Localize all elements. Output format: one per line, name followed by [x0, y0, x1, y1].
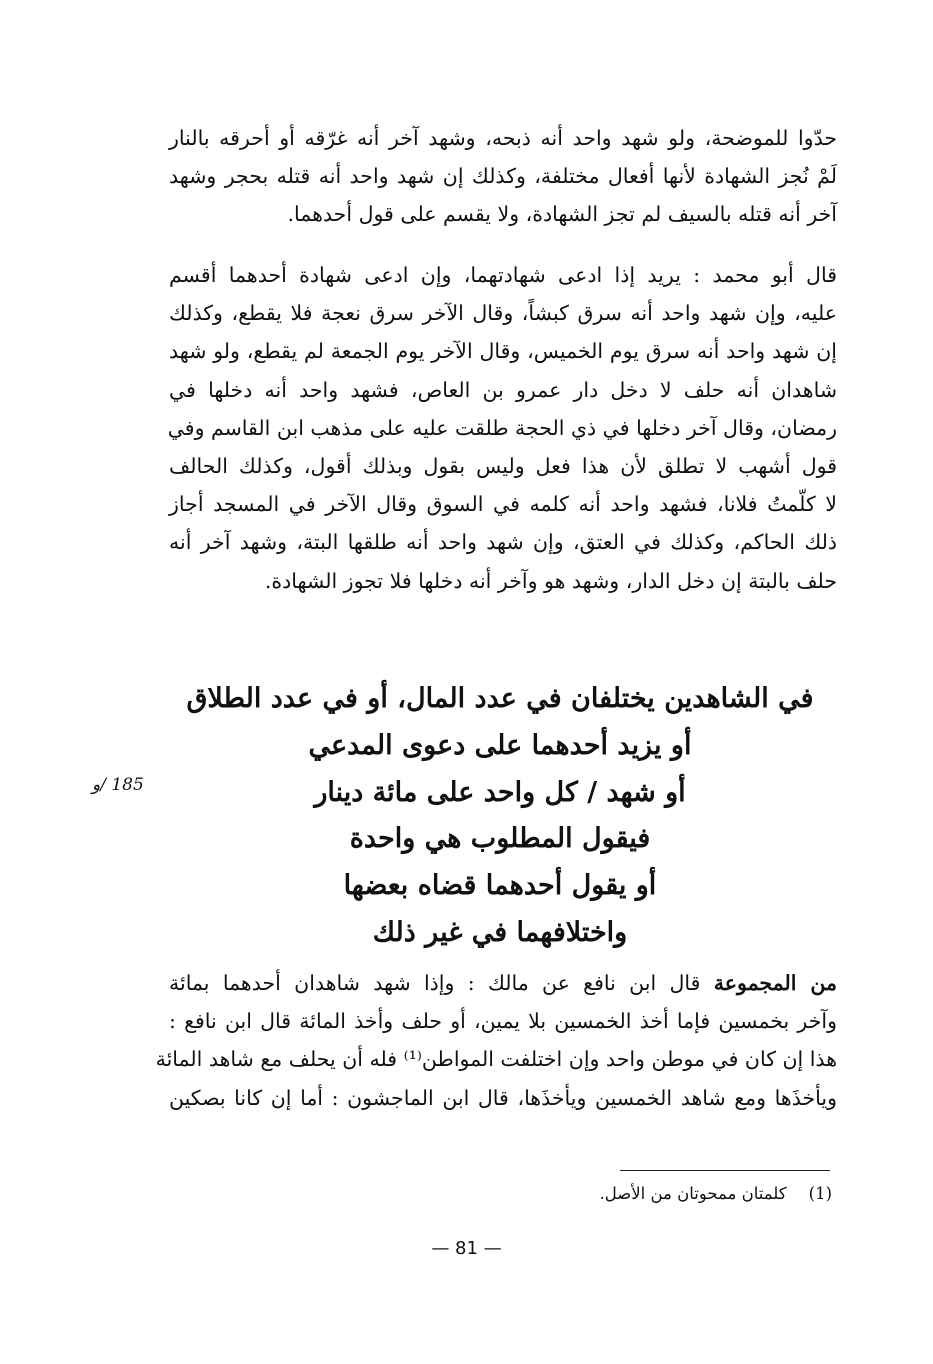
text-line: رمضان، وقال آخر دخلها في ذي الحجة طلقت عليه على مذهب ابن القاسم وفي: [167, 415, 837, 440]
heading-line: في الشاهدين يختلفان في عدد المال، أو في عدد الطلاق: [186, 683, 814, 714]
text-line: حدّوا للموضحة، ولو شهد واحد أنه ذبحه، وشهد آخر أنه غرّقه أو أحرقه بالنار: [169, 126, 837, 150]
heading-line: فيقول المطلوب هي واحدة: [349, 823, 651, 855]
text-line: ويأخذَها ومع شاهد الخمسين ويأخذَها، قال ابن الماجشون : أما إن كانا بصكين: [169, 1085, 837, 1110]
source-lead: من المجموعة: [713, 971, 837, 995]
text-line: لَمْ نُجز الشهادة لأنها أفعال مختلفة، وكذلك إن شهد واحد أنه قتله بحجر وشهد: [169, 164, 837, 189]
section-heading: [170, 676, 830, 957]
footnote-text: كلمتان ممحوتان من الأصل.: [599, 1184, 787, 1203]
text-line: ذلك الحاكم، وكذلك في العتق، وإن شهد واحد أنه طلقها البتة، وشهد آخر أنه: [169, 530, 837, 555]
text-line: شاهدان أنه حلف لا دخل دار عمرو بن العاص، فشهد واحد أنه دخلها في: [169, 377, 837, 402]
manuscript-folio-note: 185 /و: [92, 775, 144, 795]
text-line: آخر أنه قتله بالسيف لم تجز الشهادة، ولا يقسم على قول أحدهما.: [287, 202, 837, 227]
footnote-separator: [620, 1170, 830, 1171]
heading-line: أو يقول أحدهما قضاه بعضها: [343, 870, 657, 902]
footnote-number: (1): [808, 1184, 832, 1203]
heading-line: أو شهد / كل واحد على مائة دينار: [314, 776, 686, 808]
page-number: — 81 —: [431, 1238, 502, 1259]
text-line: قول أشهب لا تطلق لأن هذا فعل وليس بقول وبذلك أقول، وكذلك الحالف: [169, 454, 837, 479]
text-line: وآخر بخمسين فإما أخذ الخمسين بلا يمين، أو حلف وأخذ المائة قال ابن نافع :: [169, 1009, 837, 1034]
text-line: [169, 964, 837, 1002]
heading-line: واختلافهما في غير ذلك: [372, 916, 628, 948]
paragraph-1: [169, 119, 837, 234]
paragraph-2: [169, 256, 837, 600]
text-line: عليه، وإن شهد واحد أنه سرق كبشاً، وقال الآخر سرق نعجة فلا يقطع، وكذلك: [169, 301, 837, 326]
text-line: هذا إن كان في موطن واحد وإن اختلفت المواطن⁽¹⁾ فله أن يحلف مع شاهد المائة: [155, 1047, 837, 1072]
text-line: حلف بالبتة إن دخل الدار، وشهد هو وآخر أنه دخلها فلا تجوز الشهادة.: [264, 568, 837, 593]
text-line: قال أبو محمد : يريد إذا ادعى شهادتهما، وإن ادعى شهادة أحدهما أقسم: [169, 263, 837, 287]
heading-line: أو يزيد أحدهما على دعوى المدعي: [308, 729, 692, 761]
text-line: لا كلّمتُ فلانا، فشهد واحد أنه كلمه في السوق وقال الآخر في المسجد أجاز: [169, 492, 837, 517]
text-line: إن شهد واحد أنه سرق يوم الخميس، وقال الآخر يوم الجمعة لم يقطع، ولو شهد: [169, 339, 837, 364]
paragraph-3: [155, 964, 837, 1117]
text-segment: قال ابن نافع عن مالك : وإذا شهد شاهدان أحدهما بمائة: [169, 971, 714, 995]
footnote: [172, 1180, 832, 1208]
